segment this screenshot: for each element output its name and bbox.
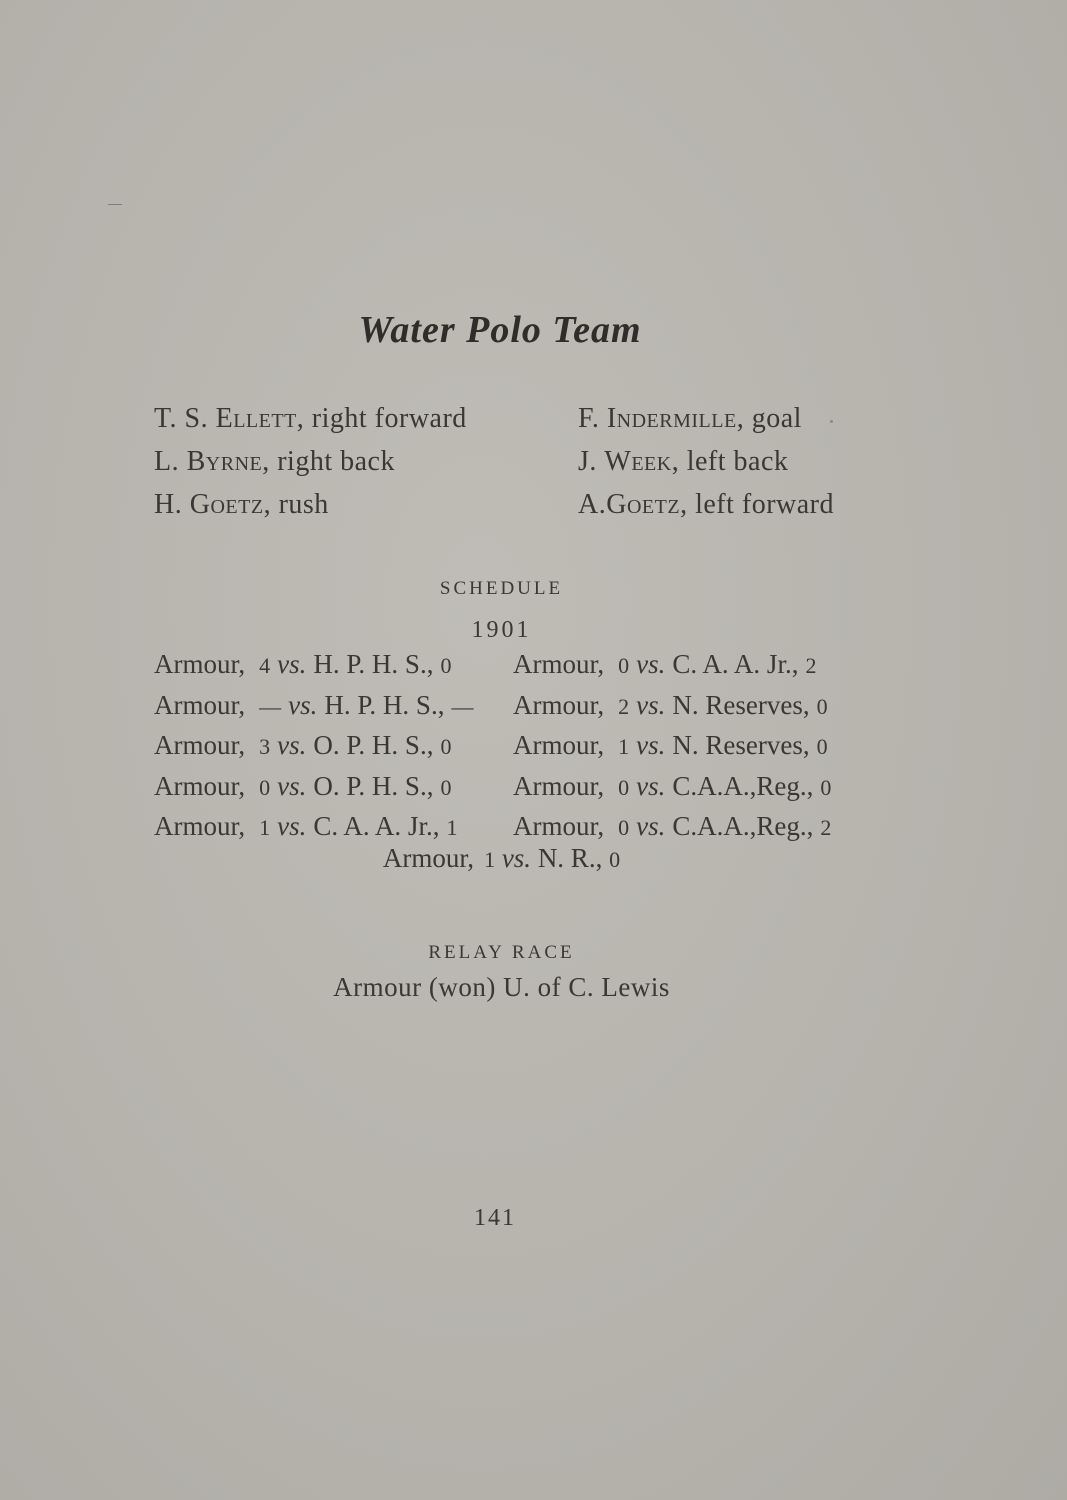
schedule-heading: SCHEDULE xyxy=(439,578,564,599)
game-opponent: C. A. A. Jr., xyxy=(672,649,799,679)
roster-entry: A.Goetz, left forward xyxy=(578,489,834,520)
game-opponent: C.A.A.,Reg., xyxy=(672,811,814,841)
game-vs: vs. xyxy=(501,843,532,873)
player-position: left forward xyxy=(695,489,834,520)
roster-right-column xyxy=(578,397,834,526)
game-opponent-score: 0 xyxy=(440,774,452,800)
paper-speck xyxy=(108,204,122,205)
game-team: Armour, xyxy=(154,811,246,841)
page-title: Water Polo Team xyxy=(358,309,642,351)
player-position: right forward xyxy=(311,403,467,434)
game-vs: vs. xyxy=(277,649,307,679)
schedule-game xyxy=(513,686,831,727)
schedule-game xyxy=(154,726,473,767)
player-name: Byrne xyxy=(186,446,263,477)
game-score: 1 xyxy=(484,847,496,872)
game-score: 0 xyxy=(618,774,630,800)
player-name: Indermille xyxy=(606,403,737,434)
player-initials: H. xyxy=(154,489,183,520)
game-opponent-score: 2 xyxy=(805,653,817,678)
game-vs: vs. xyxy=(636,770,666,801)
game-score: 2 xyxy=(618,693,630,719)
relay-result: Armour (won) U. of C. Lewis xyxy=(333,972,670,1002)
roster-entry: T. S. Ellett, right forward xyxy=(154,403,467,434)
game-team: Armour, xyxy=(513,689,605,720)
game-team: Armour, xyxy=(154,689,246,720)
game-vs: vs. xyxy=(277,811,307,841)
player-position: goal xyxy=(751,403,802,434)
player-name: Goetz xyxy=(606,489,681,520)
game-opponent: N. Reserves, xyxy=(672,689,810,720)
roster-left-column xyxy=(154,397,467,526)
game-score: 4 xyxy=(259,653,271,678)
game-opponent: O. P. H. S., xyxy=(313,730,434,760)
page-number: 141 xyxy=(474,1205,516,1231)
game-score: — xyxy=(259,693,282,719)
schedule-game xyxy=(513,807,831,848)
player-position: rush xyxy=(278,489,329,520)
roster-entry: L. Byrne, right back xyxy=(154,446,395,477)
game-opponent-score: 2 xyxy=(820,815,832,840)
player-name: Week xyxy=(604,446,672,477)
game-score: 0 xyxy=(259,774,271,800)
schedule-game xyxy=(513,645,831,686)
game-vs: vs. xyxy=(636,649,666,679)
player-name: Goetz xyxy=(189,489,264,520)
game-opponent: N. Reserves, xyxy=(672,730,810,760)
game-vs: vs. xyxy=(636,811,666,841)
game-team: Armour, xyxy=(382,843,475,873)
game-opponent: C. A. A. Jr., xyxy=(313,811,440,841)
schedule-final-game xyxy=(0,843,1003,874)
player-position: right back xyxy=(277,446,395,477)
player-initials: T. S. xyxy=(154,403,209,434)
roster-entry: J. Week, left back xyxy=(578,446,789,477)
game-vs: vs. xyxy=(636,730,666,760)
player-name: Ellett xyxy=(215,403,297,434)
game-vs: vs. xyxy=(277,730,307,760)
game-opponent-score: 1 xyxy=(446,815,458,840)
game-score: 0 xyxy=(618,815,630,840)
game-opponent-score: 0 xyxy=(816,693,828,719)
game-opponent: H. P. H. S., xyxy=(324,689,445,720)
game-vs: vs. xyxy=(636,689,666,720)
game-opponent-score: 0 xyxy=(440,653,452,678)
schedule-year: 1901 xyxy=(471,617,532,643)
game-score: 1 xyxy=(618,734,630,759)
game-opponent-score: 0 xyxy=(820,774,832,800)
schedule-game xyxy=(154,645,473,686)
game-opponent-score: 0 xyxy=(609,847,621,872)
game-team: Armour, xyxy=(513,770,605,801)
game-team: Armour, xyxy=(154,770,246,801)
player-initials: F. xyxy=(578,403,600,434)
player-position: left back xyxy=(686,446,789,477)
game-opponent: C.A.A.,Reg., xyxy=(672,770,814,801)
game-vs: vs. xyxy=(277,770,307,801)
game-team: Armour, xyxy=(513,730,605,760)
game-score: 1 xyxy=(259,815,271,840)
schedule-right-column xyxy=(513,645,831,848)
game-team: Armour, xyxy=(513,649,605,679)
game-opponent-score: 0 xyxy=(440,734,452,759)
schedule-game xyxy=(513,767,831,808)
player-initials: L. xyxy=(154,446,180,477)
game-team: Armour, xyxy=(154,649,246,679)
game-score: 3 xyxy=(259,734,271,759)
game-opponent-score: — xyxy=(451,693,474,719)
schedule-game xyxy=(154,767,473,808)
game-opponent: O. P. H. S., xyxy=(313,770,434,801)
player-initials: J. xyxy=(578,446,597,477)
relay-heading: RELAY RACE xyxy=(428,942,575,963)
paper-speck xyxy=(830,420,833,423)
game-vs: vs. xyxy=(288,689,318,720)
schedule-game xyxy=(154,686,473,727)
game-opponent: H. P. H. S., xyxy=(313,649,434,679)
schedule-game xyxy=(154,807,473,848)
player-initials: A. xyxy=(578,489,607,520)
game-opponent: N. R., xyxy=(537,843,603,873)
game-score: 0 xyxy=(618,653,630,678)
game-opponent-score: 0 xyxy=(816,734,828,759)
game-team: Armour, xyxy=(513,811,605,841)
schedule-left-column xyxy=(154,645,473,848)
roster-entry: H. Goetz, rush xyxy=(154,489,329,520)
roster-entry: F. Indermille, goal xyxy=(578,403,802,434)
schedule-game xyxy=(513,726,831,767)
game-team: Armour, xyxy=(154,730,246,760)
